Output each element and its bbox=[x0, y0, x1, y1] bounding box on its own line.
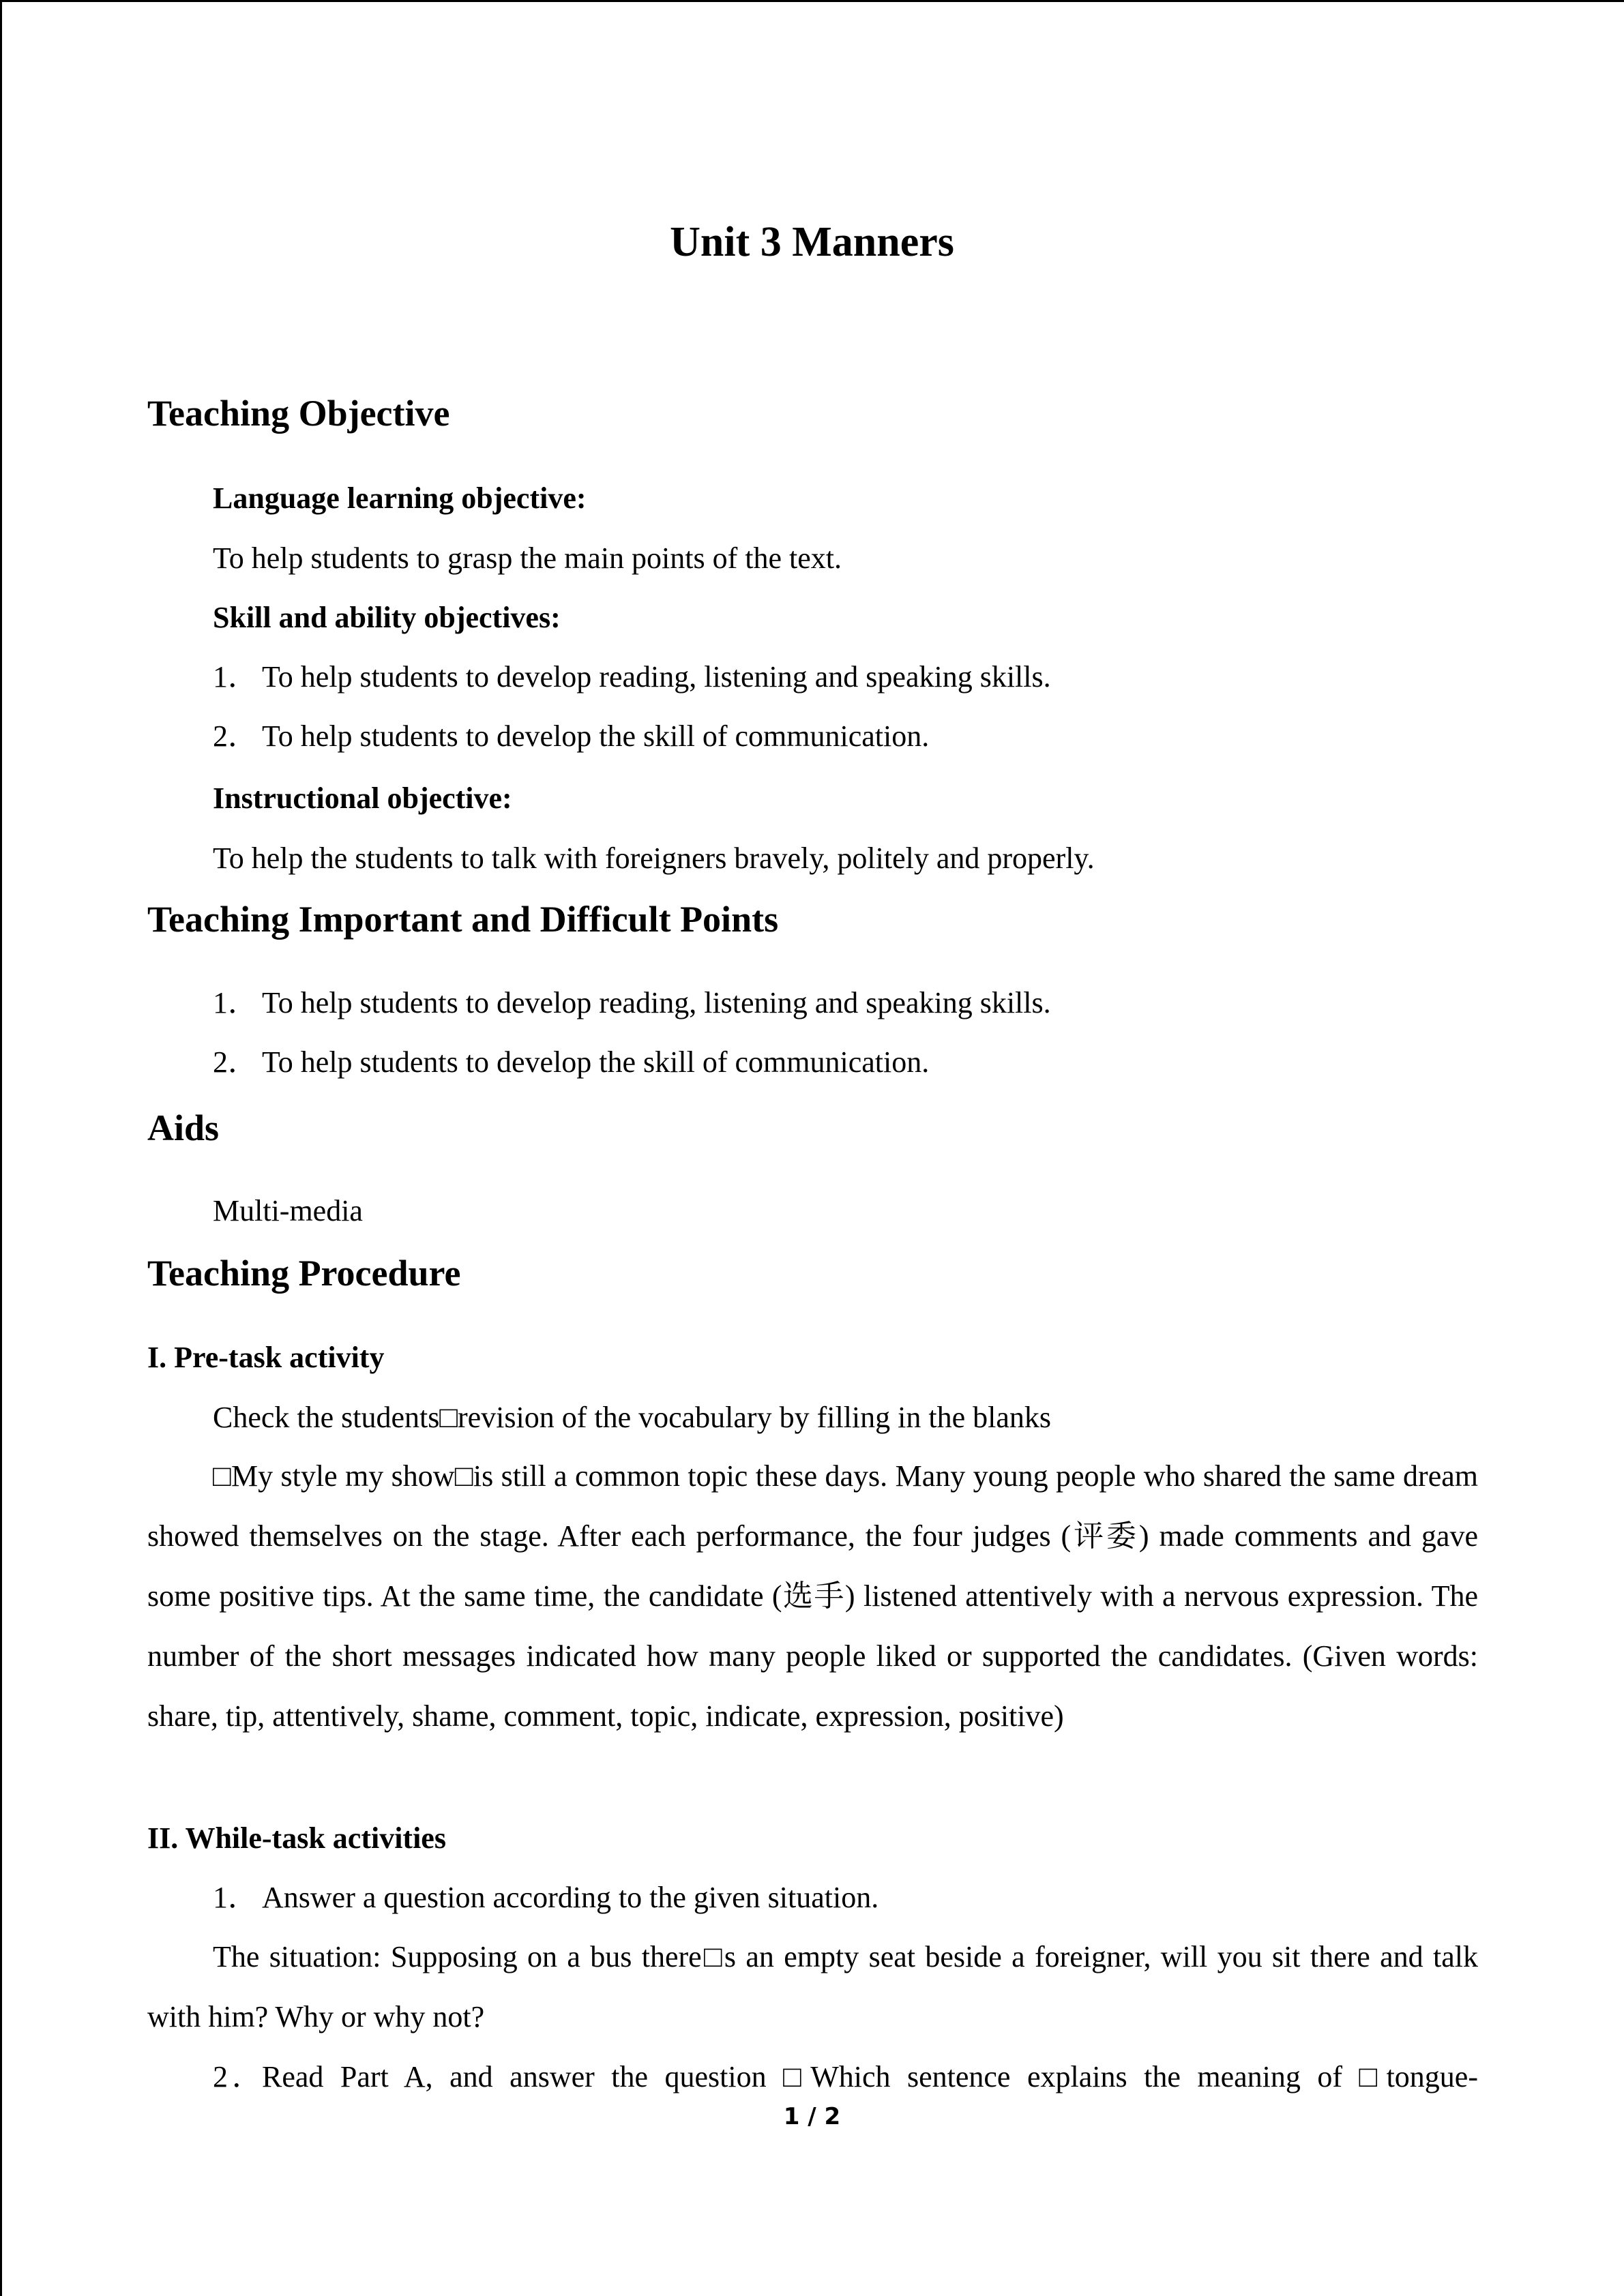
heading-pre-task: I. Pre-task activity bbox=[147, 1341, 385, 1374]
language-objective-text: To help students to grasp the main points of the text. bbox=[213, 541, 842, 575]
item-number: 2． bbox=[213, 2060, 262, 2093]
pre-task-paragraph: □My style my show□is still a common topic these days. Many young people who shared the same dream showed themselves on the stage. After each performance, the four judges (评委) made comments and gave some positive tips. At the same time, the candidate (选手) listened attentively with a nervous expression. The number of the short messages indicated how many people liked or supported the candidates. (Given words: share, tip, attentively, shame, comment, topic, indicate, expression, positive) bbox=[147, 1459, 1478, 1733]
item-number: 2． bbox=[213, 1045, 258, 1079]
skill-objective-item-2 bbox=[213, 717, 929, 756]
points-item-1 bbox=[213, 984, 1051, 1022]
item-number: 2． bbox=[213, 719, 258, 753]
while-task-item-1 bbox=[213, 1879, 879, 1917]
item-text: To help students to develop the skill of communication. bbox=[262, 1045, 930, 1079]
document-title: Unit 3 Manners bbox=[670, 219, 954, 265]
item-text: To help students to develop reading, listening and speaking skills. bbox=[262, 660, 1051, 694]
while-task-item-2 bbox=[213, 2058, 1478, 2096]
while-task-situation: The situation: Supposing on a bus there□s an empty seat beside a foreigner, will you sit there and talk with him? Why or why not? bbox=[147, 1940, 1478, 2033]
item-text: Read Part A, and answer the question □Which sentence explains the meaning of □tongue- bbox=[262, 2060, 1478, 2093]
item-text: Answer a question according to the given situation. bbox=[262, 1881, 879, 1914]
item-number: 1． bbox=[213, 986, 258, 1019]
heading-aids: Aids bbox=[147, 1107, 220, 1148]
points-item-2 bbox=[213, 1043, 929, 1082]
heading-while-task: II. While-task activities bbox=[147, 1821, 446, 1855]
language-objective-label: Language learning objective: bbox=[213, 481, 587, 515]
item-number: 1． bbox=[213, 660, 258, 694]
heading-teaching-objective: Teaching Objective bbox=[147, 393, 450, 434]
item-text: To help students to develop the skill of communication. bbox=[262, 719, 930, 753]
instructional-objective-text: To help the students to talk with foreigners bravely, politely and properly. bbox=[213, 841, 1095, 875]
item-number: 1． bbox=[213, 1881, 258, 1914]
item-text: To help students to develop reading, listening and speaking skills. bbox=[262, 986, 1051, 1019]
heading-teaching-procedure: Teaching Procedure bbox=[147, 1253, 461, 1294]
instructional-objective-label: Instructional objective: bbox=[213, 781, 512, 815]
pre-task-instruction: Check the students□revision of the vocabulary by filling in the blanks bbox=[213, 1401, 1051, 1434]
skill-objective-item-1 bbox=[213, 658, 1051, 696]
page-number: 1 / 2 bbox=[783, 2103, 841, 2130]
aids-text: Multi-media bbox=[213, 1194, 363, 1227]
skill-objectives-label: Skill and ability objectives: bbox=[213, 601, 561, 634]
heading-important-points: Teaching Important and Difficult Points bbox=[147, 899, 779, 940]
